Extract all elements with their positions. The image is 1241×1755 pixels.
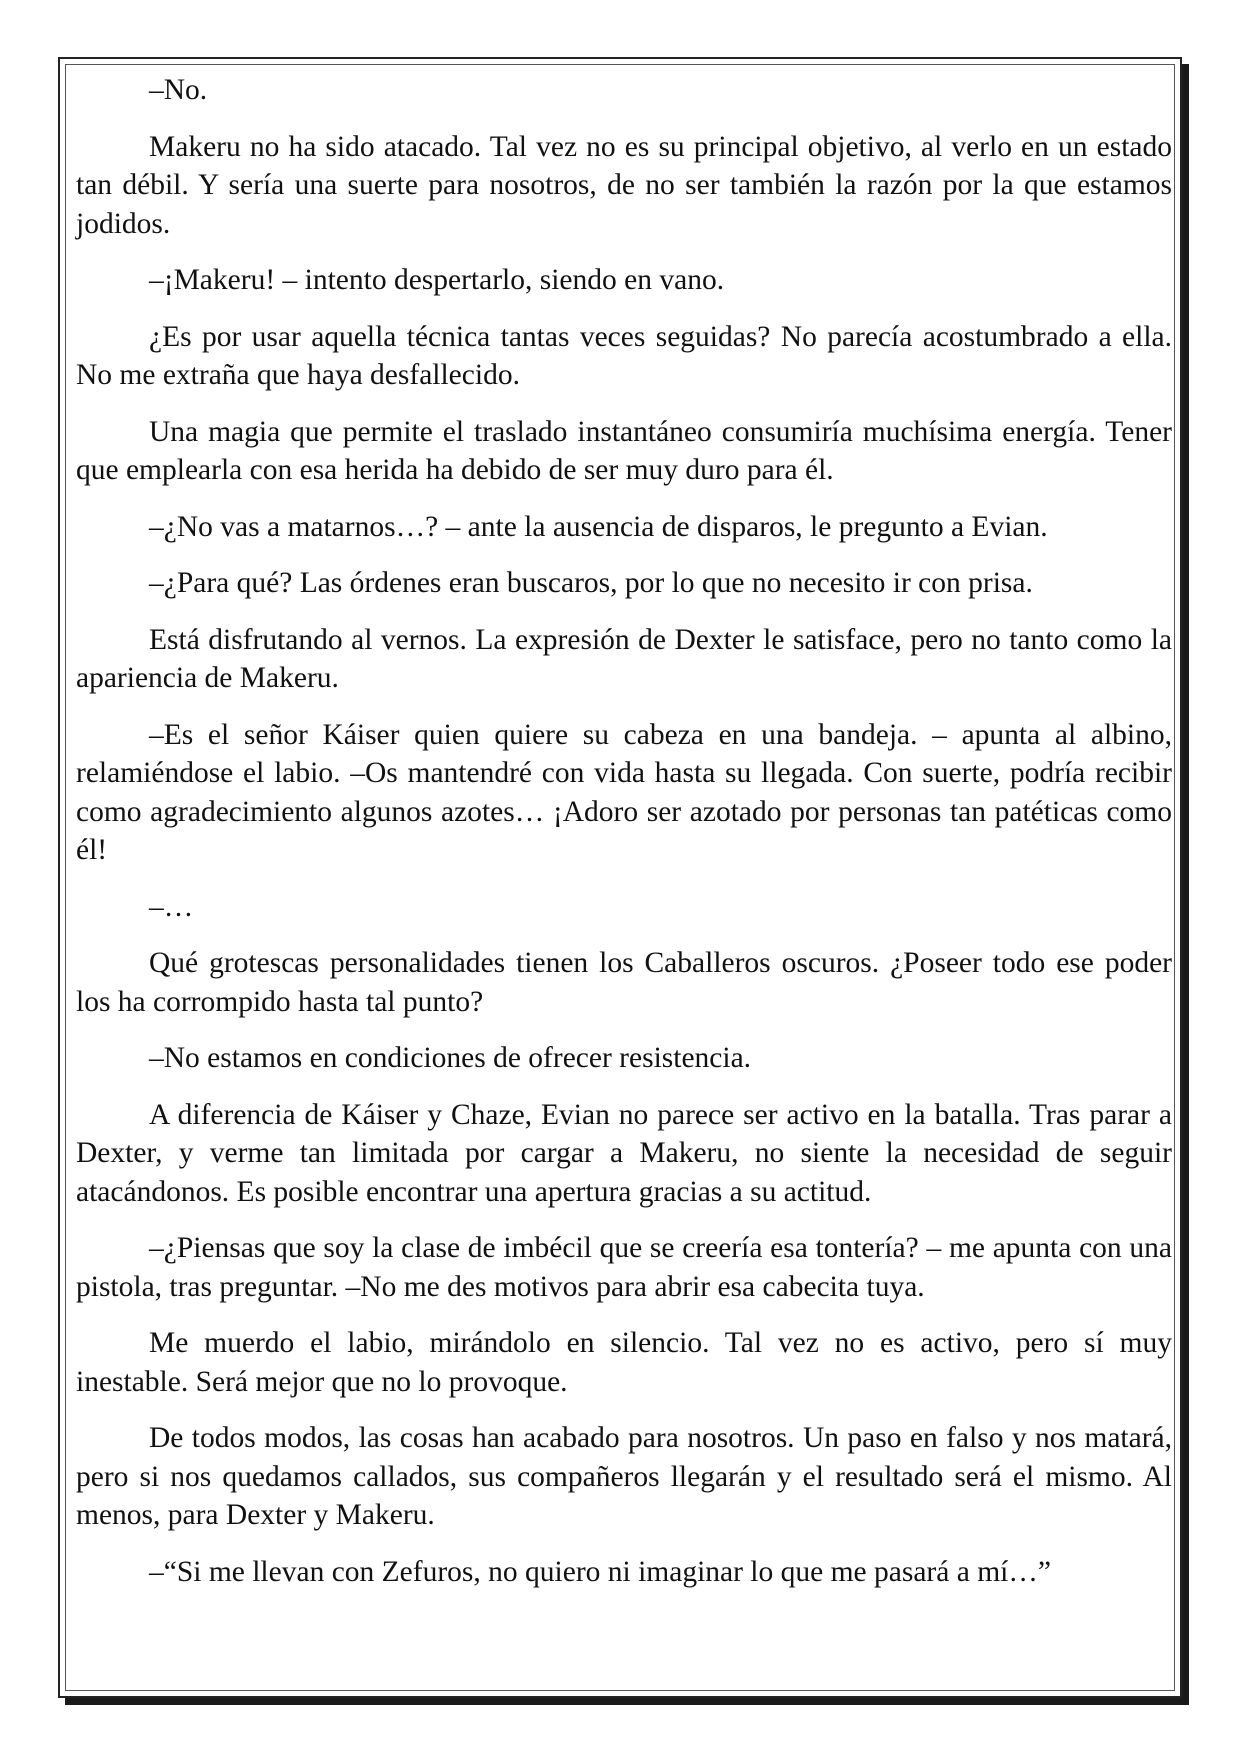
paragraph: –No estamos en condiciones de ofrecer resistencia. [149,1042,752,1074]
paragraph: De todos modos, las cosas han acabado para nosotros. Un paso en falso y nos matará, pero si nos quedamos callados, sus compañeros llegarán y el resultado será el mismo. Al menos, para Dexter y Makeru. [76,1422,1172,1531]
paragraph: Está disfrutando al vernos. La expresión de Dexter le satisface, pero no tanto como la apariencia de Makeru. [76,623,1172,694]
paragraph: –¡Makeru! – intento despertarlo, siendo en vano. [149,264,725,296]
paragraph: Makeru no ha sido atacado. Tal vez no es su principal objetivo, al verlo en un estado tan débil. Y sería una suerte para nosotros, de no ser también la razón por la que estamos jodidos. [76,130,1172,240]
paragraph: –“Si me llevan con Zefuros, no quiero ni imaginar lo que me pasará a mí…” [149,1555,1051,1588]
paragraph: –No. [149,74,208,106]
text-body [76,71,1172,1609]
paragraph: –¿Para qué? Las órdenes eran buscaros, por lo que no necesito ir con prisa. [149,567,1033,599]
paragraph: Qué grotescas personalidades tienen los Caballeros oscuros. ¿Poseer todo ese poder los ha corrompido hasta tal punto? [76,947,1172,1018]
paragraph: A diferencia de Káiser y Chaze, Evian no parece ser activo en la batalla. Tras parar a Dexter, y verme tan limitada por cargar a Makeru, no siente la necesidad de seguir atacándonos. Es posible encontrar una apertura gracias a su actitud. [76,1098,1172,1208]
paragraph: Me muerdo el labio, mirándolo en silencio. Tal vez no es activo, pero sí muy inestable. Será mejor que no lo provoque. [76,1327,1172,1398]
paragraph: –¿No vas a matarnos…? – ante la ausencia de disparos, le pregunto a Evian. [149,510,1048,543]
page-frame [58,57,1182,1698]
paragraph: Una magia que permite el traslado instantáneo consumiría muchísima energía. Tener que emplearla con esa herida ha debido de ser muy duro para él. [76,415,1172,486]
paragraph: –Es el señor Káiser quien quiere su cabeza en una bandeja. – apunta al albino, relamiéndose el labio. –Os mantendré con vida hasta su llegada. Con suerte, podría recibir como agradecimiento algunos azotes… ¡Adoro ser azotado por personas tan patéticas como él! [76,718,1172,866]
paragraph: –¿Piensas que soy la clase de imbécil que se creería esa tontería? – me apunta con una pistola, tras preguntar. –No me des motivos para abrir esa cabecita tuya. [76,1232,1172,1303]
paragraph: ¿Es por usar aquella técnica tantas veces seguidas? No parecía acostumbrado a ella. No me extraña que haya desfallecido. [76,320,1172,391]
paragraph: –… [149,890,194,923]
